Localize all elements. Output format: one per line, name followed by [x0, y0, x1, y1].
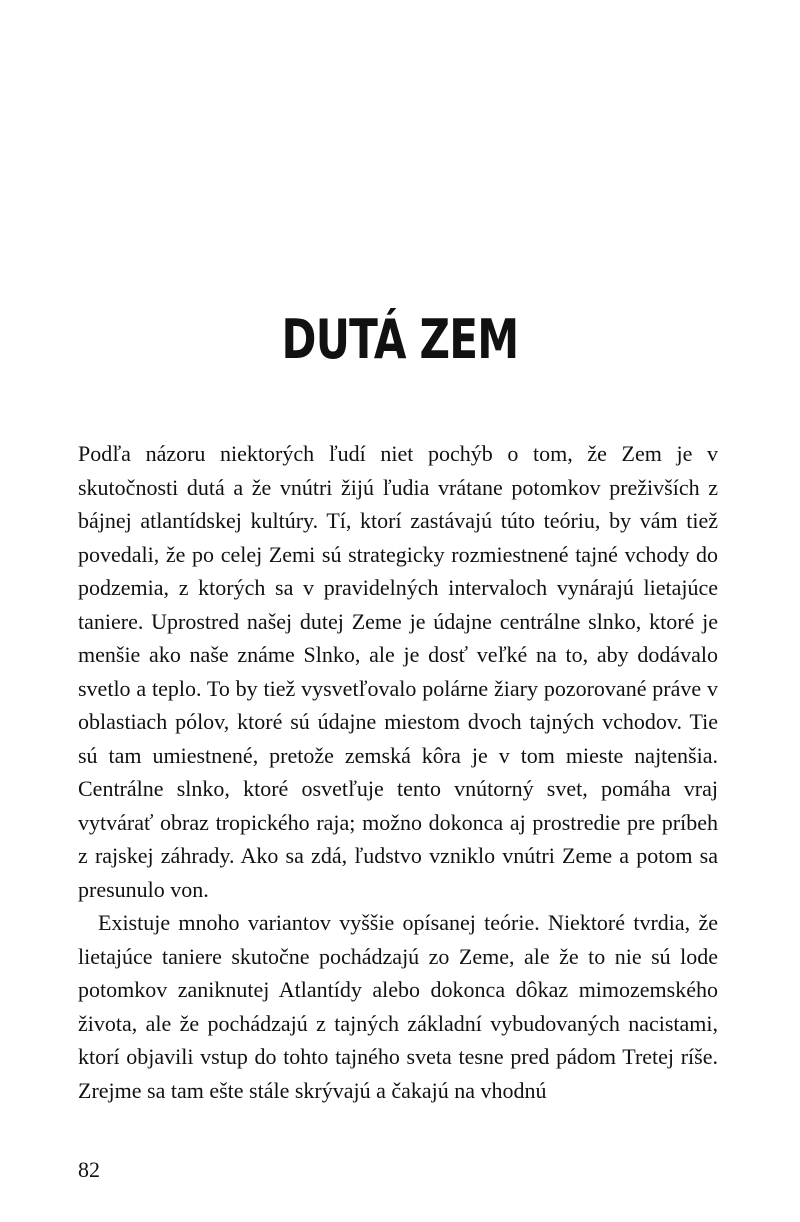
page-number: 82	[78, 1157, 100, 1182]
chapter-title: DUTÁ ZEM	[281, 308, 519, 371]
paragraph-2: Existuje mnoho variantov vyššie opísanej teórie. Niektoré tvrdia, že lietajúce taniere skutočne pochádzajú zo Zeme, ale že to nie sú lode potomkov zaniknutej Atlantídy alebo dokonca dôkaz mimozemského života, ale že pochádzajú z tajných základní vybudovaných nacistami, ktorí objavili vstup do tohto tajného sveta tesne pred pádom Tretej ríše. Zrejme sa tam ešte stále skrývajú a čakajú na vhodnú	[78, 910, 718, 1103]
paragraph-1: Podľa názoru niektorých ľudí niet pochýb o tom, že Zem je v skutočnosti dutá a že vnútri žijú ľudia vrátane potomkov preživších z bájnej atlantídskej kultúry. Tí, ktorí zastávajú túto teóriu, by vám tiež povedali, že po celej Zemi sú strategicky rozmiestnené tajné vchody do podzemia, z ktorých sa v pravidelných intervaloch vynárajú lietajúce taniere. Uprostred našej dutej Zeme je údajne centrálne slnko, ktoré je menšie ako naše známe Slnko, ale je dosť veľké na to, aby dodávalo svetlo a teplo. To by tiež vysvetľovalo polárne žiary pozorované práve v oblastiach pólov, ktoré sú údajne miestom dvoch tajných vchodov. Tie sú tam umiestnené, pretože zemská kôra je v tom mieste najtenšia. Centrálne slnko, ktoré osvetľuje tento vnútorný svet, pomáha vraj vytvárať obraz tropického raja; možno dokonca aj prostredie pre príbeh z rajskej záhrady. Ako sa zdá, ľudstvo vzniklo vnútri Zeme a potom sa presunulo von.	[78, 441, 718, 902]
body-text	[78, 437, 718, 1107]
